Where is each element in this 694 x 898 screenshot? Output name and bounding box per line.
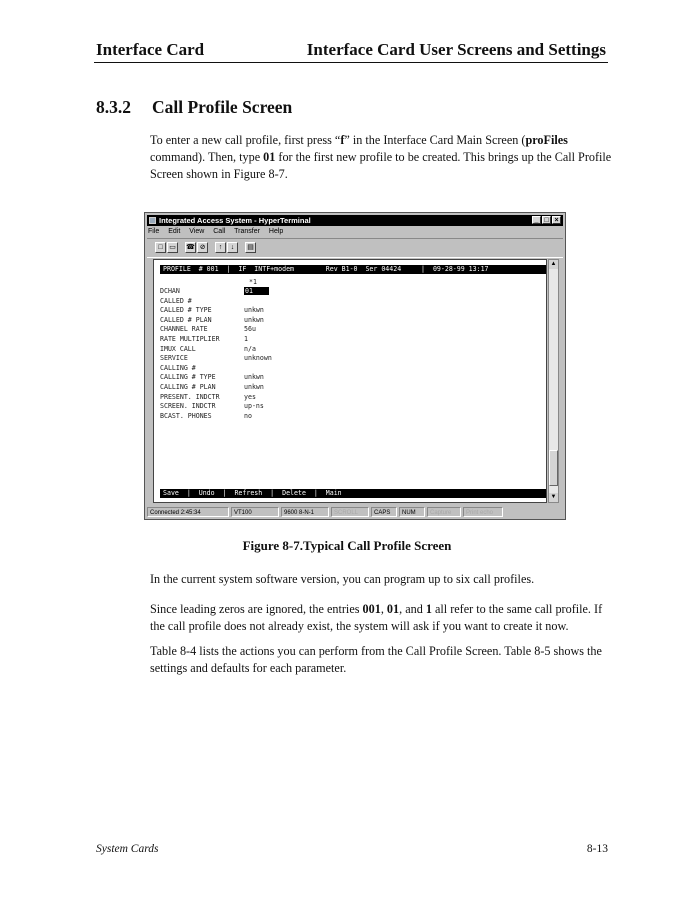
field-value[interactable]: yes xyxy=(244,392,256,401)
status-bar xyxy=(147,507,563,518)
scroll-up-icon[interactable]: ▲ xyxy=(550,261,557,267)
field-value[interactable]: 56u xyxy=(244,325,256,334)
field-value[interactable]: unkwn xyxy=(244,315,264,324)
hyperterminal-window xyxy=(144,212,566,520)
status-scroll: SCROLL xyxy=(331,507,369,517)
scroll-down-icon[interactable]: ▼ xyxy=(550,494,557,500)
field-label: CALLED # TYPE xyxy=(160,306,212,315)
minimize-icon[interactable]: _ xyxy=(532,216,541,224)
field-label: IMUX CALL xyxy=(160,344,196,353)
properties-icon[interactable]: ▤ xyxy=(245,242,256,253)
field-label: BCAST. PHONES xyxy=(160,411,212,420)
field-value[interactable]: n/a xyxy=(244,344,256,353)
hyperterminal-icon xyxy=(149,217,156,224)
status-connected: Connected 2:45:34 xyxy=(147,507,229,517)
running-header-left: Interface Card xyxy=(96,40,205,59)
scroll-thumb[interactable] xyxy=(549,450,558,486)
footer-chapter: System Cards xyxy=(96,843,159,855)
toolbar xyxy=(147,238,563,258)
running-header-right: Interface Card User Screens and Settings xyxy=(306,40,606,59)
field-value[interactable]: unknown xyxy=(244,354,272,363)
disconnect-icon[interactable]: ⊘ xyxy=(197,242,208,253)
section-number: 8.3.2 xyxy=(96,97,131,117)
window-titlebar xyxy=(147,215,563,226)
section-title: Call Profile Screen xyxy=(152,97,293,117)
menu-bar xyxy=(148,228,290,235)
send-icon[interactable]: ↑ xyxy=(215,242,226,253)
field-label: SCREEN. INDCTR xyxy=(160,402,216,411)
command-line[interactable]: Save | Undo | Refresh | Delete | Main xyxy=(160,489,546,498)
column-header: *1 xyxy=(249,278,257,286)
page-number: 8-13 xyxy=(586,843,608,855)
field-label: SERVICE xyxy=(160,354,188,363)
status-print-echo: Print echo xyxy=(463,507,503,517)
paragraph-leading-zeros: Since leading zeros are ignored, the entries 001, 01, and 1 all refer to the same call profile. If the call profile does not already exist, the system will ask if you want to create it now. xyxy=(150,602,603,633)
field-value[interactable]: unkwn xyxy=(244,383,264,391)
window-title: Integrated Access System - HyperTerminal xyxy=(159,216,311,225)
menu-transfer[interactable]: Transfer xyxy=(234,228,260,235)
paragraph-call-profiles: In the current system software version, you can program up to six call profiles. xyxy=(150,572,535,586)
vertical-scrollbar[interactable] xyxy=(548,259,559,503)
dchan-field[interactable]: 01 xyxy=(244,287,269,295)
status-caps: CAPS xyxy=(371,507,397,517)
status-capture: Capture xyxy=(427,507,461,517)
status-emulation: VT100 xyxy=(231,507,279,517)
field-label: CALLING # TYPE xyxy=(160,373,216,382)
menu-view[interactable]: View xyxy=(189,228,205,235)
menu-call[interactable]: Call xyxy=(213,228,226,235)
field-label: RATE MULTIPLIER xyxy=(160,335,220,343)
profile-status-line: PROFILE # 001 | IF INTF+modem Rev B1-0 Ser 04424 | 09-28-99 13:17 xyxy=(160,265,546,274)
menu-help[interactable]: Help xyxy=(268,228,284,235)
field-label: CHANNEL RATE xyxy=(160,325,208,334)
new-icon[interactable]: □ xyxy=(155,242,166,253)
field-label: PRESENT. INDCTR xyxy=(160,392,220,401)
field-value[interactable]: unkwn xyxy=(244,306,264,315)
field-label: CALLED # PLAN xyxy=(160,315,212,324)
open-icon[interactable]: ▭ xyxy=(167,242,178,253)
field-label: CALLED # xyxy=(160,296,192,305)
figure-caption: Figure 8-7.Typical Call Profile Screen xyxy=(242,538,452,553)
intro-paragraph: To enter a new call profile, first press “f” in the Interface Card Main Screen (proFiles command). Then, type 01 for the first new profile to be created. This brings up the Call Profile Screen shown in Figure 8-7. xyxy=(150,133,612,181)
call-icon[interactable]: ☎ xyxy=(186,243,195,251)
header-rule xyxy=(94,62,608,63)
maximize-icon[interactable]: □ xyxy=(542,216,551,224)
field-label: CALLING # xyxy=(160,363,196,372)
paragraph-tables: Table 8-4 lists the actions you can perform from the Call Profile Screen. Table 8-5 shows the settings and defaults for each parameter. xyxy=(150,644,602,675)
receive-icon[interactable]: ↓ xyxy=(227,242,238,253)
status-settings: 9600 8-N-1 xyxy=(281,507,329,517)
menu-edit[interactable]: Edit xyxy=(168,228,181,235)
menu-file[interactable]: File xyxy=(148,228,160,235)
field-label: CALLING # PLAN xyxy=(160,383,216,391)
field-value[interactable]: unkwn xyxy=(244,373,264,382)
close-icon[interactable]: × xyxy=(552,216,561,224)
status-num: NUM xyxy=(399,507,425,517)
terminal-screen[interactable] xyxy=(153,259,547,503)
field-value[interactable]: up-ns xyxy=(244,402,264,411)
field-value[interactable]: 1 xyxy=(244,335,248,343)
field-value[interactable]: no xyxy=(244,411,252,420)
field-label: DCHAN xyxy=(160,287,180,295)
